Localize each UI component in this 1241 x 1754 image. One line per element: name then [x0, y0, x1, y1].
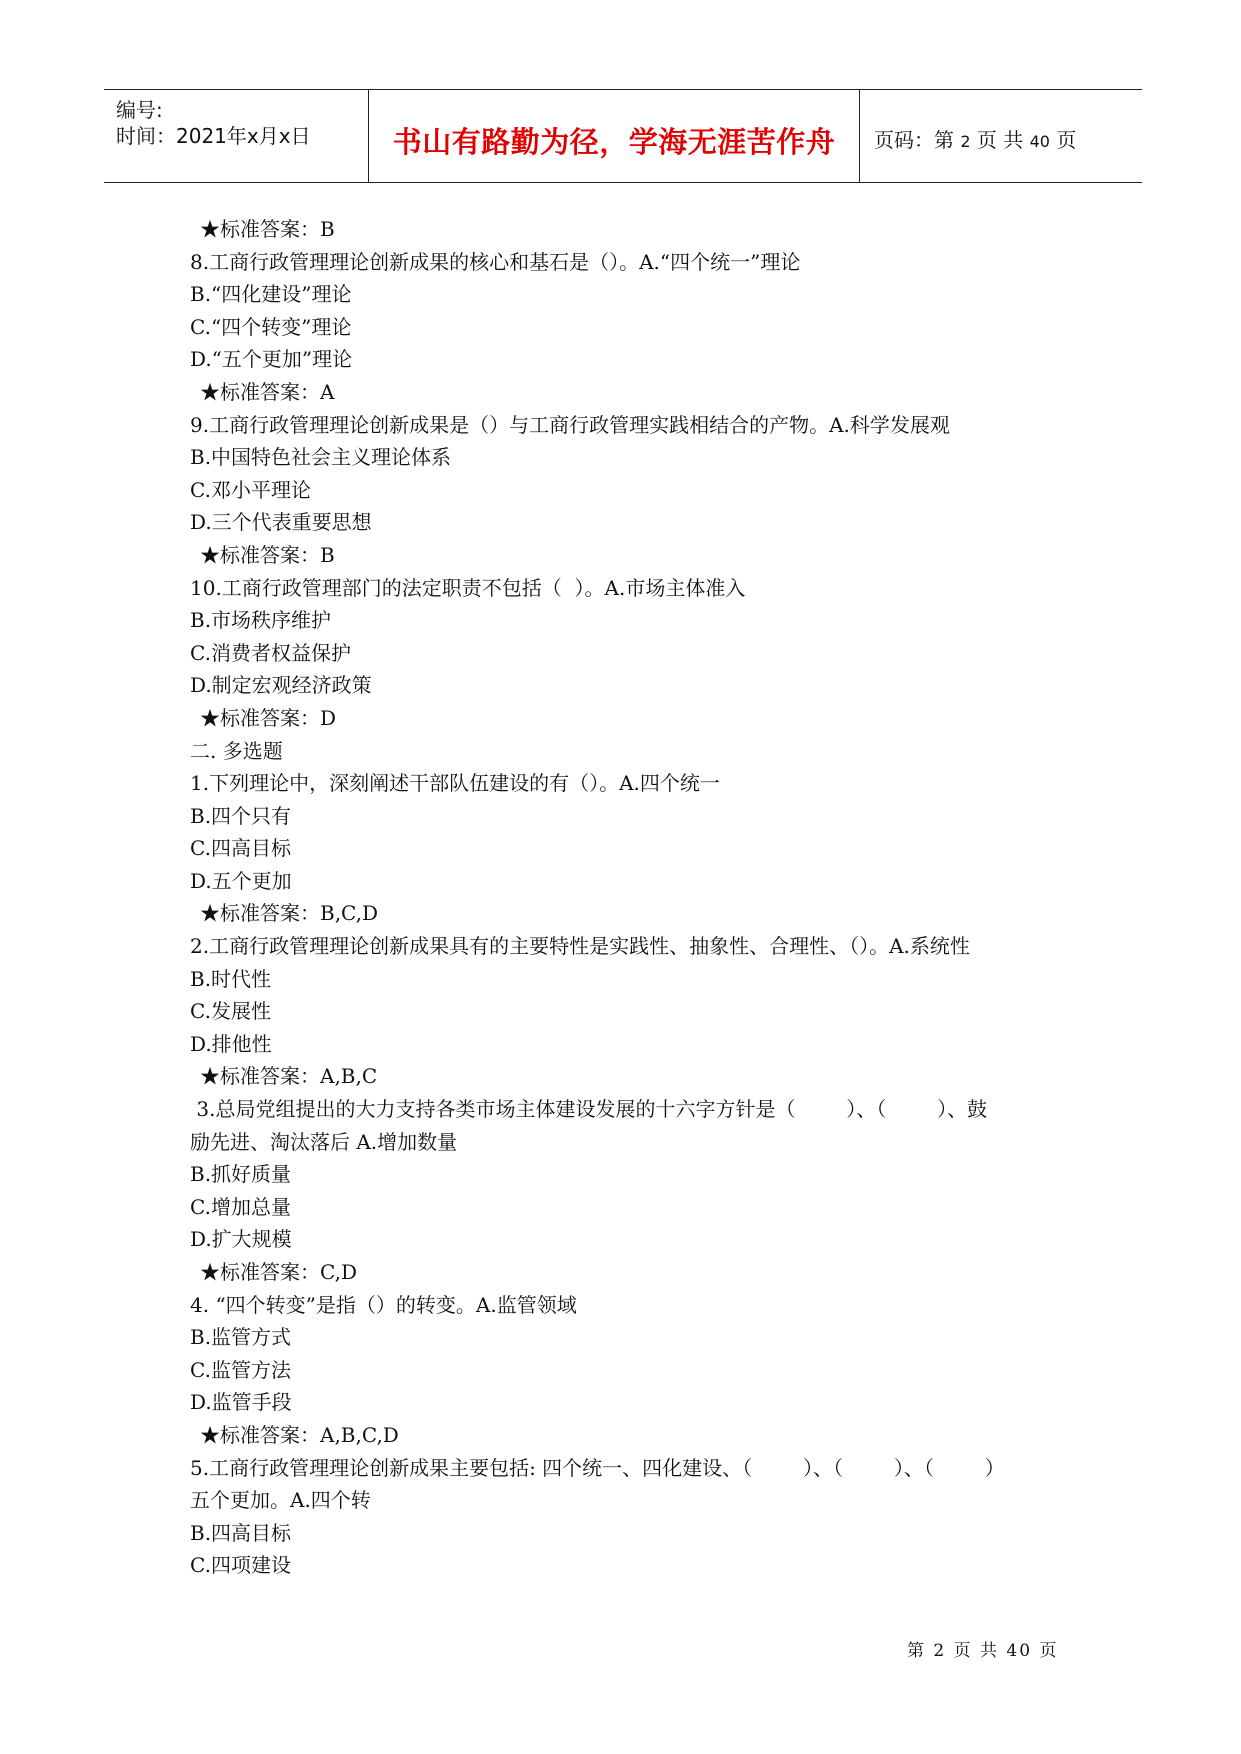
question-line: 五个更加。A.四个转	[190, 1488, 371, 1513]
question-line: 4. “四个转变”是指（）的转变。A.监管领域	[190, 1292, 577, 1317]
question-line: 1.下列理论中，深刻阐述干部队伍建设的有（）。A.四个统一	[190, 771, 720, 796]
option-line: D.“五个更加”理论	[190, 347, 353, 372]
option-line: B.四个只有	[190, 803, 292, 828]
option-line: D.三个代表重要思想	[190, 510, 372, 535]
option-line: B.“四化建设”理论	[190, 282, 352, 307]
option-line: C.发展性	[190, 999, 271, 1024]
page-mid: 页 共	[976, 128, 1024, 152]
option-line: D.制定宏观经济政策	[190, 673, 372, 698]
page-number: 2	[960, 132, 971, 151]
question-line: 9.工商行政管理理论创新成果是（）与工商行政管理实践相结合的产物。A.科学发展观	[190, 412, 950, 437]
option-line: C.监管方法	[190, 1357, 291, 1382]
option-line: C.增加总量	[190, 1194, 291, 1219]
question-line: 8.工商行政管理理论创新成果的核心和基石是（）。A.“四个统一”理论	[190, 249, 801, 274]
option-line: C.四项建设	[190, 1553, 291, 1578]
option-line: D.监管手段	[190, 1390, 292, 1415]
option-line: D.排他性	[190, 1031, 272, 1056]
page-code	[874, 124, 1076, 153]
option-line: C.四高目标	[190, 836, 291, 861]
answer-line: ★标准答案：A,B,C	[200, 1064, 378, 1089]
option-line: C.消费者权益保护	[190, 640, 351, 665]
option-line: B.抓好质量	[190, 1162, 292, 1187]
page-footer: 第 2 页 共 40 页	[907, 1641, 1059, 1661]
question-line: 10.工商行政管理部门的法定职责不包括（ ）。A.市场主体准入	[190, 575, 746, 600]
question-line: 5.工商行政管理理论创新成果主要包括: 四个统一、四化建设、（ ）、（ ）、（ ）	[190, 1455, 1005, 1480]
question-line: 3.总局党组提出的大力支持各类市场主体建设发展的十六字方针是（ ）、（ ）、鼓	[190, 1097, 988, 1122]
page-prefix: 页码：第	[874, 128, 954, 152]
number-label: 编号:	[116, 98, 163, 122]
header-right-cell	[860, 90, 1142, 182]
answer-line: ★标准答案：A	[200, 379, 335, 404]
document-body	[190, 213, 1090, 1582]
option-line: B.监管方式	[190, 1325, 292, 1350]
option-line: C.“四个转变”理论	[190, 314, 352, 339]
question-line: 励先进、淘汰落后 A.增加数量	[190, 1129, 458, 1154]
section-heading: 二. 多选题	[190, 738, 283, 763]
answer-line: ★标准答案：D	[200, 705, 337, 730]
answer-line: ★标准答案：A,B,C,D	[200, 1422, 399, 1447]
option-line: D.五个更加	[190, 868, 292, 893]
page-total: 40	[1029, 132, 1050, 151]
time-label: 时间：2021年x月x日	[116, 124, 311, 148]
option-line: B.市场秩序维护	[190, 608, 332, 633]
header-left-cell	[104, 90, 369, 182]
option-line: B.中国特色社会主义理论体系	[190, 445, 452, 470]
page-header	[104, 89, 1142, 183]
answer-line: ★标准答案：B	[200, 217, 335, 241]
answer-line: ★标准答案：C,D	[200, 1260, 357, 1284]
answer-line: ★标准答案：B,C,D	[200, 901, 379, 926]
option-line: B.时代性	[190, 966, 272, 991]
option-line: C.邓小平理论	[190, 477, 311, 502]
question-line: 2.工商行政管理理论创新成果具有的主要特性是实践性、抽象性、合理性、（）。A.系统性	[190, 934, 970, 959]
option-line: D.扩大规模	[190, 1227, 292, 1252]
answer-line: ★标准答案：B	[200, 542, 335, 567]
header-middle-cell	[369, 90, 860, 182]
page-suffix: 页	[1056, 128, 1077, 152]
motto: 书山有路勤为径，学海无涯苦作舟	[392, 125, 836, 159]
option-line: B.四高目标	[190, 1520, 292, 1545]
